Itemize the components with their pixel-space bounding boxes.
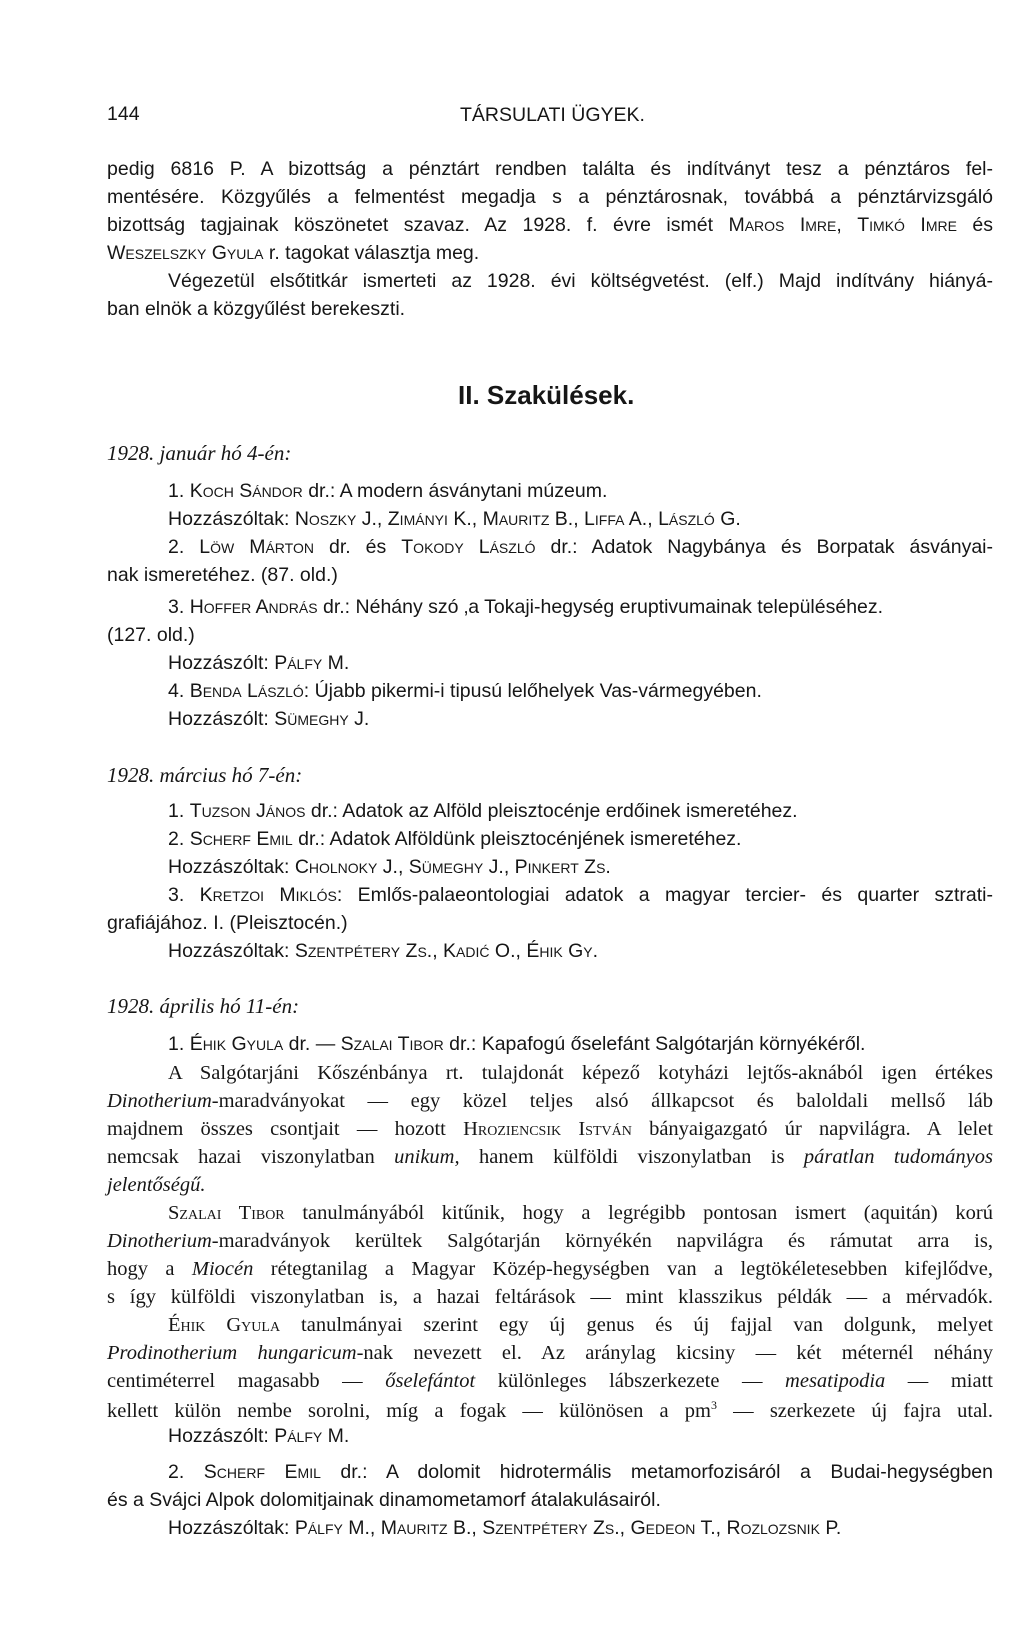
talk-january-2: 2. Löw Márton dr. és Tokody László dr.: Adatok Nagybánya és Borpatak ásványai- [168,536,993,558]
talk-april-2: 2. Scherf Emil dr.: A dolomit hidrotermális metamorfozisáról a Budai-hegységben [168,1461,993,1483]
intro-line-3: bizottság tagjainak köszönetet szavaz. Az 1928. f. évre ismét Maros Imre, Timkó Imre és [107,214,993,236]
meeting-date-march: 1928. március hó 7-én: [107,763,303,787]
running-title: TÁRSULATI ÜGYEK. [460,104,645,126]
talk-january-3: 3. Hoffer András dr.: Néhány szó ‚a Tokaji-hegység eruptivumainak településéhez. [168,596,884,618]
person-name: Weszelszky Gyula [107,242,264,264]
person-name: Timkó Imre [857,214,957,236]
discussants-april-1: Hozzászólt: Pálfy M. [168,1425,350,1447]
page-number: 144 [107,103,140,125]
abstract-p3-line-2: Prodinotherium hungaricum-nak nevezett el. Az aránylag kicsiny — két méternél néhány [107,1342,993,1364]
abstract-p3-line-3: centiméterrel magasabb — őselefántot különleges lábszerkezete — mesatipodia — miatt [107,1370,993,1392]
talk-march-3-cont: grafiájához. I. (Pleisztocén.) [107,912,348,934]
talk-march-3: 3. Kretzoi Miklós: Emlős-palaeontologiai adatok a magyar tercier- és quarter sztrati- [168,884,993,906]
person-name: Maros Imre [728,214,837,236]
discussants-march-2: Hozzászóltak: Cholnoky J., Sümeghy J., Pinkert Zs. [168,856,611,878]
talk-april-2-cont: és a Svájci Alpok dolomitjainak dinamometamorf átalakulásairól. [107,1489,661,1511]
talk-april-1: 1. Éhik Gyula dr. — Szalai Tibor dr.: Kapafogú őselefánt Salgótarján környékéről. [168,1033,866,1055]
abstract-p1-line-3: majdnem összes csontjait — hozott Hroziencsik István bányaigazgató úr napvilágra. A lelet [107,1118,993,1140]
abstract-p1-line-4: nemcsak hazai viszonylatban unikum, hanem külföldi viszonylatban is páratlan tudományos [107,1146,994,1168]
abstract-p2-line-3: hogy a Miocén rétegtanilag a Magyar Közép-hegységben van a legtökéletesebben kifejlődve, [107,1258,993,1280]
intro-line-6: ban elnök a közgyűlést berekeszti. [107,298,406,320]
abstract-p2-line-1: Szalai Tibor tanulmányából kitűnik, hogy a legrégibb pontosan ismert (aquitán) korú [168,1202,993,1224]
abstract-p3-line-1: Éhik Gyula tanulmányai szerint egy új genus és új fajjal van dolgunk, melyet [168,1314,994,1336]
discussants-april-2: Hozzászóltak: Pálfy M., Mauritz B., Szentpétery Zs., Gedeon T., Rozlozsnik P. [168,1517,842,1539]
intro-line-4: Weszelszky Gyula r. tagokat választja meg. [107,242,480,264]
abstract-p1-line-2: Dinotherium-maradványokat — egy közel teljes alsó állkapcsot és baloldali mellső láb [107,1090,993,1112]
discussants-january-3: Hozzászólt: Pálfy M. [168,652,350,674]
talk-january-4: 4. Benda László: Újabb pikermi-i tipusú lelőhelyek Vas-vármegyében. [168,680,762,702]
talk-march-1: 1. Tuzson János dr.: Adatok az Alföld pleisztocénje erdőinek ismeretéhez. [168,800,798,822]
intro-line-2: mentésére. Közgyűlés a felmentést megadja s a pénztárosnak, továbbá a pénztárvizsgáló [107,186,993,208]
discussants-january-1: Hozzászóltak: Noszky J., Zimányi K., Mauritz B., Liffa A., László G. [168,508,741,530]
abstract-p3-line-4: kellett külön nembe sorolni, míg a fogak — különösen a $pm^3$ — szerkezete új fajra utal. [107,1398,994,1422]
abstract-p2-line-4: s így külföldi viszonylatban is, a hazai feltárások — mint klasszikus példák — a mérvadók. [107,1286,993,1308]
abstract-p2-line-2: Dinotherium-maradványok kerültek Salgótarján környékén napvilágra és rámutat arra is, [107,1230,993,1252]
talk-march-2: 2. Scherf Emil dr.: Adatok Alföldünk pleisztocénjének ismeretéhez. [168,828,742,850]
meeting-date-january: 1928. január hó 4-én: [107,441,292,465]
talk-january-3-cont: (127. old.) [107,624,195,646]
section-title: II. Szakülések. [458,380,635,410]
abstract-p1-line-5: jelentőségű. [107,1174,206,1196]
meeting-date-april: 1928. április hó 11-én: [107,994,300,1018]
discussants-january-4: Hozzászólt: Sümeghy J. [168,708,370,730]
talk-january-2-cont: nak ismeretéhez. (87. old.) [107,564,338,586]
discussants-march-3: Hozzászóltak: Szentpétery Zs., Kadić O., Éhik Gy. [168,940,599,962]
abstract-p1-line-1: A Salgótarjáni Kőszénbánya rt. tulajdonát képező kotyházi lejtős-aknából igen értékes [168,1062,993,1084]
intro-line-5: Végezetül elsőtitkár ismerteti az 1928. évi költségvetést. (elf.) Majd indítvány hiányá- [168,270,993,292]
intro-line-1: pedig 6816 P. A bizottság a pénztárt rendben találta és indítványt tesz a pénztáros fel- [107,158,993,180]
talk-january-1: 1. Koch Sándor dr.: A modern ásványtani múzeum. [168,480,608,502]
